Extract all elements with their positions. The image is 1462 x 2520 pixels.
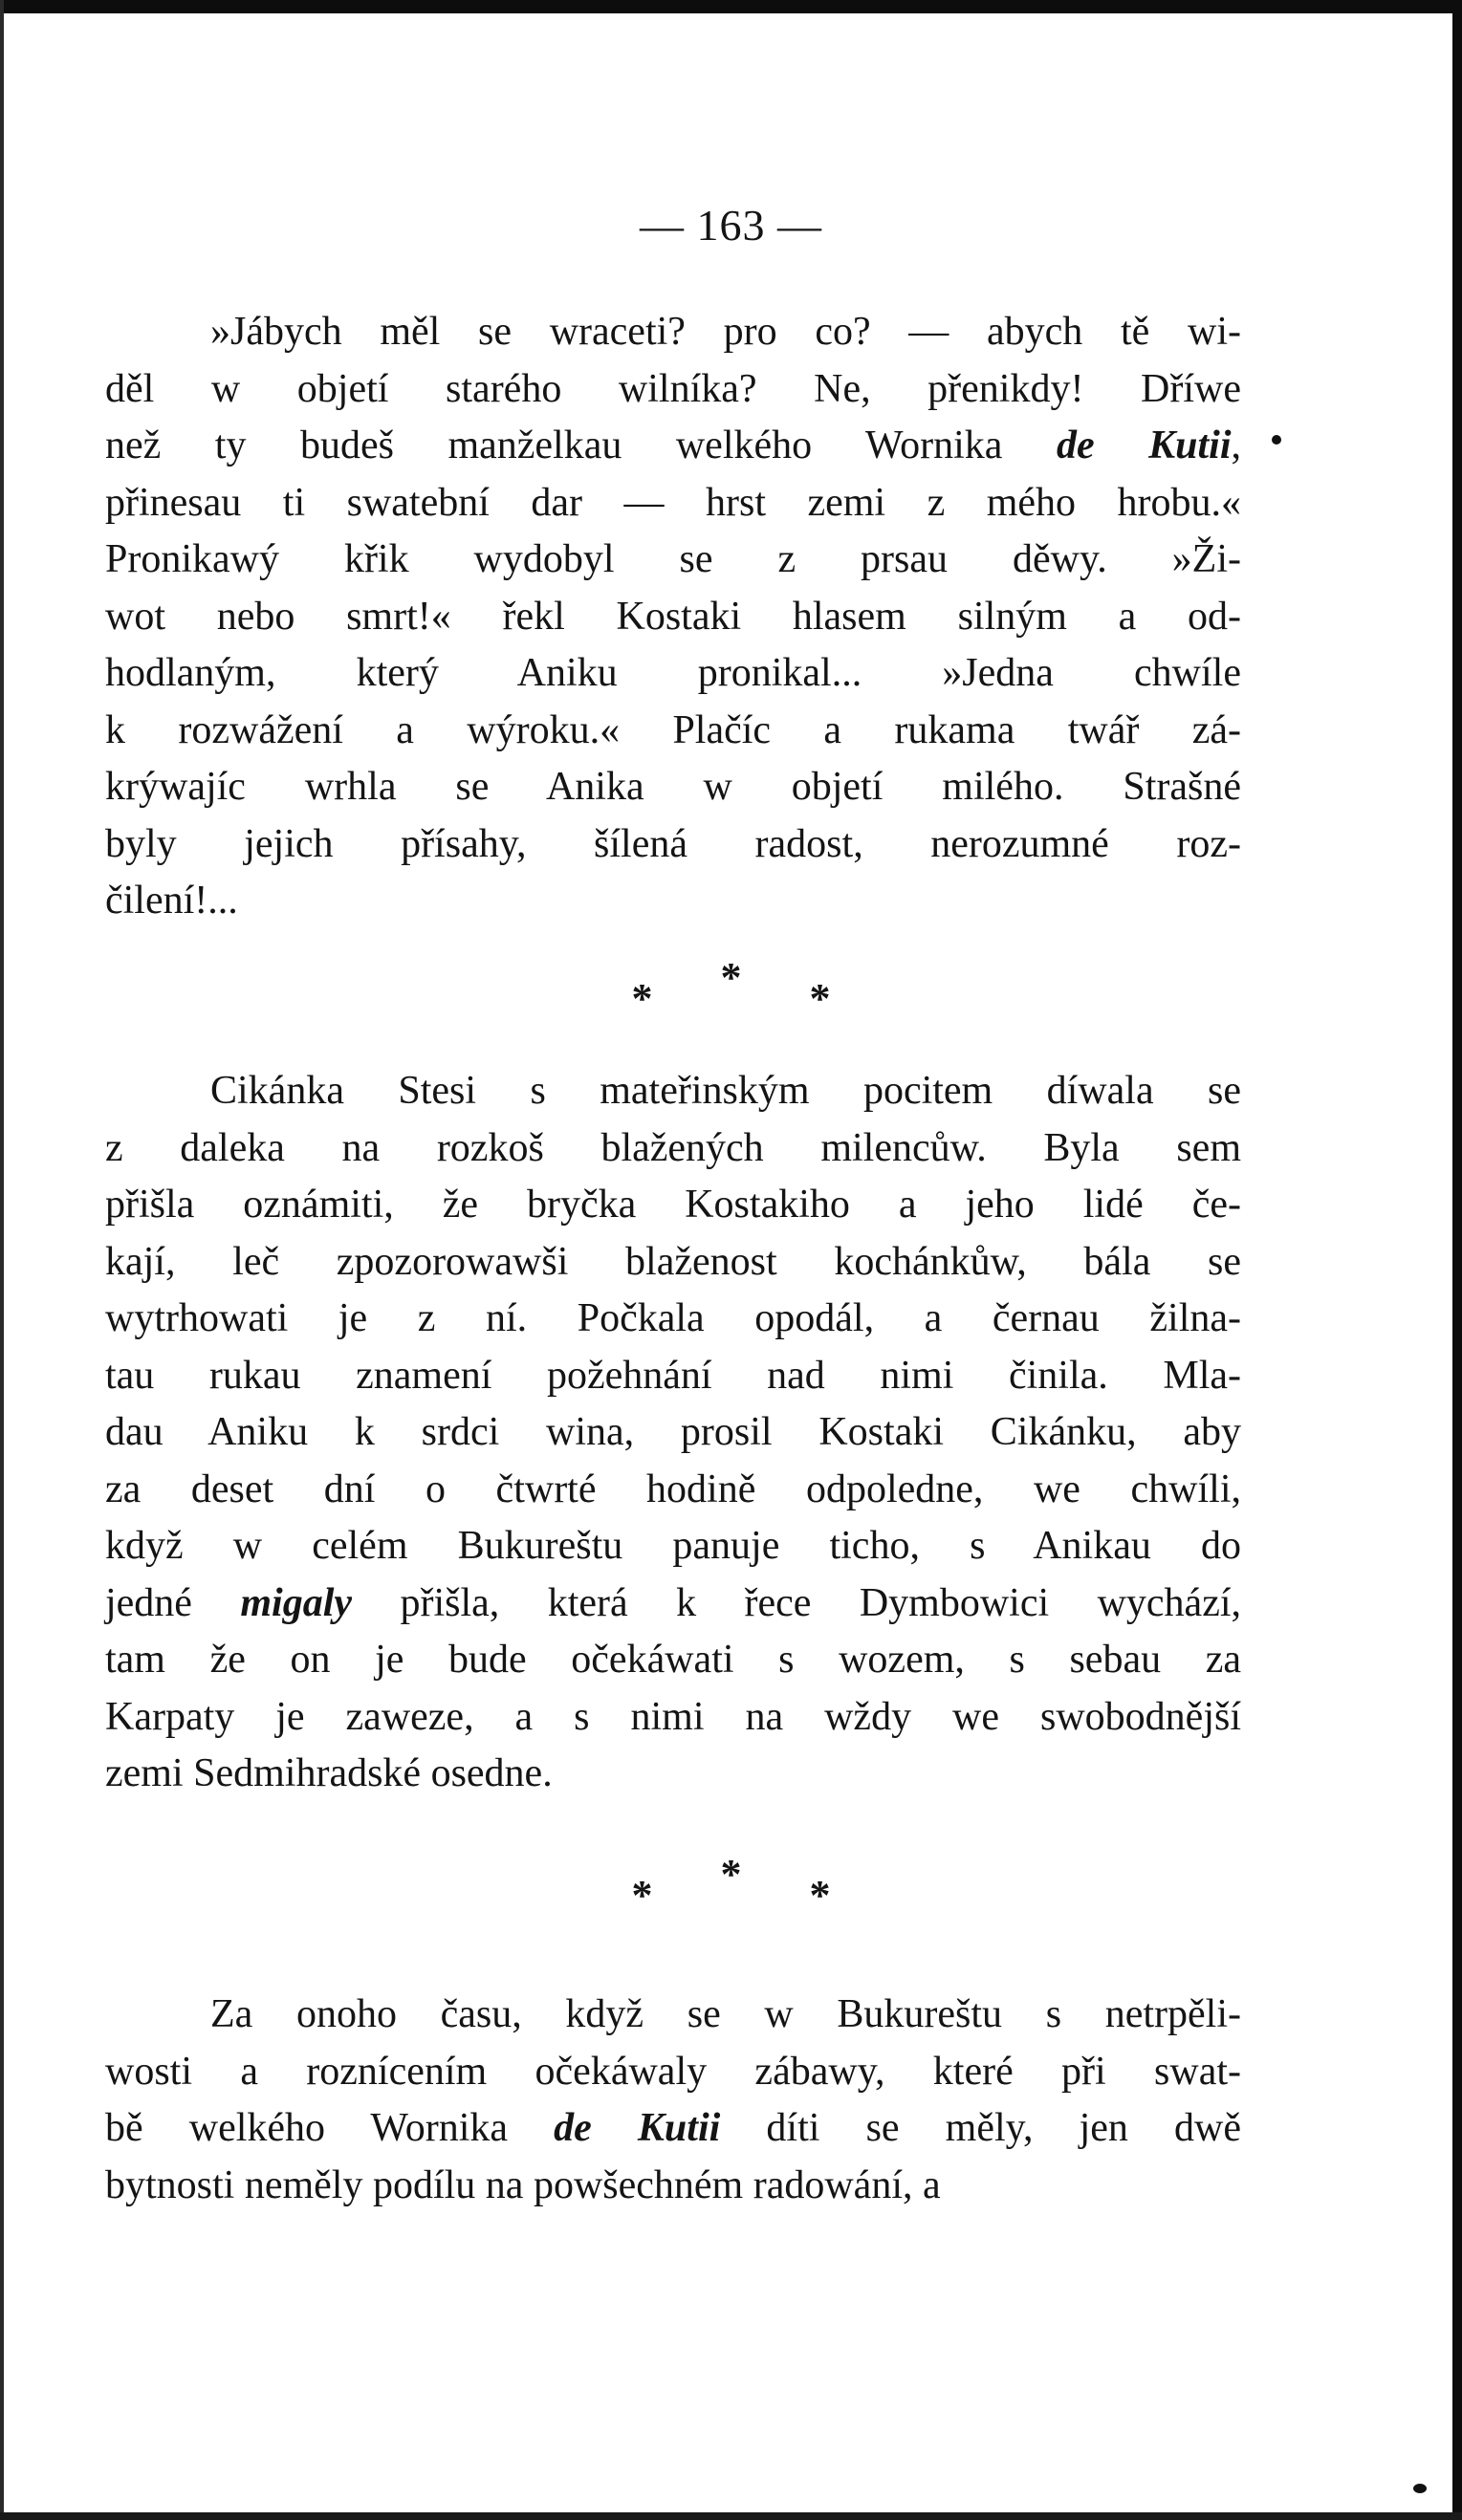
text-line: krýwajíc wrhla se Anika w objetí milého. Strašné xyxy=(105,765,1241,809)
text-line: hodlaným, který Aniku pronikal... »Jedna chwíle xyxy=(105,651,1241,695)
text-line: děl w objetí starého wilníka? Ne, přenikdy! Dříwe xyxy=(105,366,1241,411)
scan-speck xyxy=(1413,2484,1427,2493)
paragraph-1 xyxy=(105,304,1241,930)
text-fragment: než ty budeš manželkau welkého Wornika xyxy=(105,424,1057,467)
text-fragment: přišla, která k řece Dymbowici wychází, xyxy=(352,1580,1242,1625)
text-line: tam že on je bude očekáwati s wozem, s sebau za xyxy=(105,1638,1241,1682)
separator-star: * xyxy=(631,975,653,1022)
section-separator-1 xyxy=(0,954,1462,1023)
text-line: »Jábych měl se wraceti? pro co? — abych tě wi- xyxy=(210,310,1241,354)
paragraph-3 xyxy=(105,1987,1241,2214)
text-line: kají, leč zpozorowawši blaženost kochánkůw, bála se xyxy=(105,1239,1241,1284)
section-separator-2 xyxy=(0,1851,1462,1920)
text-line: zemi Sedmihradské osedne. xyxy=(105,1751,553,1795)
separator-star: * xyxy=(720,1851,742,1898)
scan-border-bottom xyxy=(0,2512,1462,2520)
text-line: z daleka na rozkoš blažených milencůw. Byla sem xyxy=(105,1125,1241,1170)
text-line xyxy=(105,418,1241,475)
text-line: byly jejich přísahy, šílená radost, nerozumné roz- xyxy=(105,821,1241,866)
text-fragment: , xyxy=(1231,424,1241,467)
separator-star: * xyxy=(631,1872,653,1919)
text-line: wosti a roznícením očekáwaly zábawy, které při swat- xyxy=(105,2049,1241,2094)
scan-border-right xyxy=(1452,0,1462,2520)
scan-border-left xyxy=(0,0,4,2520)
text-line: přinesau ti swatební dar — hrst zemi z mého hrobu.« xyxy=(105,480,1241,525)
text-line xyxy=(105,2100,1241,2158)
separator-star: * xyxy=(809,1872,831,1919)
text-fragment: jedné xyxy=(105,1580,241,1625)
text-line: za deset dní o čtwrté hodině odpoledne, we chwíli, xyxy=(105,1466,1241,1511)
text-fragment: díti se měly, jen dwě xyxy=(720,2106,1241,2150)
text-line: k rozwážení a wýroku.« Plačíc a rukama twář zá- xyxy=(105,707,1241,752)
separator-star: * xyxy=(809,975,831,1022)
text-line: Pronikawý křik wydobyl se z prsau děwy. »Ži- xyxy=(105,537,1241,581)
text-line: Za onoho času, když se w Bukureštu s netrpěli- xyxy=(210,1992,1241,2036)
text-fragment: bě welkého Wornika xyxy=(105,2106,555,2150)
text-line: tau rukau znamení požehnání nad nimi činila. Mla- xyxy=(105,1353,1241,1398)
text-line: přišla oznámiti, že bryčka Kostakiho a jeho lidé če- xyxy=(105,1183,1241,1227)
scan-border-top xyxy=(0,0,1462,13)
emphasized-name: migaly xyxy=(240,1580,353,1625)
paragraph-2 xyxy=(105,1063,1241,1803)
separator-star: * xyxy=(720,954,742,1001)
text-line: wot nebo smrt!« řekl Kostaki hlasem silným a od- xyxy=(105,594,1241,639)
page-number: — 163 — xyxy=(640,201,822,250)
text-line: bytnosti neměly podílu na powšechném radowání, a xyxy=(105,2162,941,2207)
text-line: dau Aniku k srdci wina, prosil Kostaki Cikánku, aby xyxy=(105,1410,1241,1454)
emphasized-name: de Kutii xyxy=(1056,424,1232,467)
emphasized-name: de Kutii xyxy=(554,2106,721,2150)
text-line: Cikánka Stesi s mateřinským pocitem díwala se xyxy=(210,1069,1241,1113)
text-line: wytrhowati je z ní. Počkala opodál, a černau žilna- xyxy=(105,1296,1241,1340)
text-line: když w celém Bukureštu panuje ticho, s Anikau do xyxy=(105,1524,1241,1568)
text-line: čilení!... xyxy=(105,879,238,923)
text-line xyxy=(105,1575,1241,1633)
text-line: Karpaty je zaweze, a s nimi na wždy we swobodnější xyxy=(105,1694,1241,1739)
scan-speck xyxy=(1272,435,1281,445)
